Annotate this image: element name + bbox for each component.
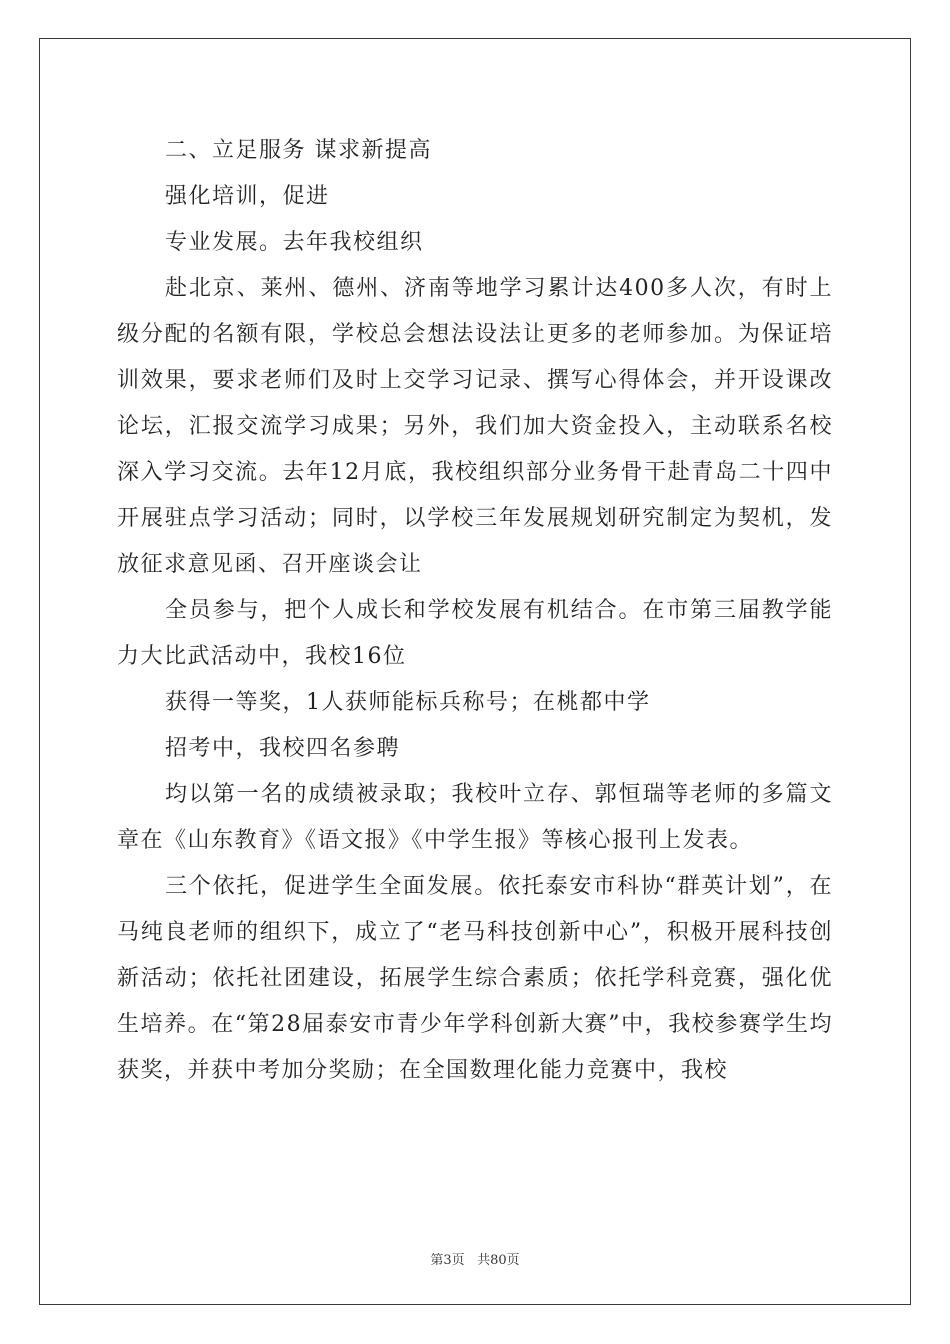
paragraph: 招考中，我校四名参聘 xyxy=(165,736,401,761)
paragraph: 强化培训，促进 xyxy=(165,184,330,209)
paragraph: 专业发展。去年我校组织 xyxy=(165,230,424,255)
section-heading: 二、立足服务 谋求新提高 xyxy=(165,138,432,163)
paragraph: 均以第一名的成绩被录取；我校叶立存、郭恒瑞等老师的多篇文章在《山东教育》《语文报》《中学生报》等核心报刊上发表。 xyxy=(117,782,833,853)
paragraph: 三个依托，促进学生全面发展。依托泰安市科协“群英计划”，在马纯良老师的组织下，成立了“老马科技创新中心”，积极开展科技创新活动；依托社团建设，拓展学生综合素质；依托学科竞赛，强化优生培养。在“第28届泰安市青少年学科创新大赛”中，我校参赛学生均获奖，并获中考加分奖励；在全国数理化能力竞赛中，我校 xyxy=(117,874,833,1083)
paragraph: 全员参与，把个人成长和学校发展有机结合。在市第三届教学能力大比武活动中，我校16位 xyxy=(117,598,833,669)
page-footer xyxy=(0,1249,950,1268)
document-body xyxy=(117,128,833,1094)
paragraph: 获得一等奖，1人获师能标兵称号；在桃都中学 xyxy=(165,690,651,715)
page-number: 第3页 xyxy=(430,1253,465,1268)
paragraph: 赴北京、莱州、德州、济南等地学习累计达400多人次，有时上级分配的名额有限，学校总会想法设法让更多的老师参加。为保证培训效果，要求老师们及时上交学习记录、撰写心得体会，并开设课改论坛，汇报交流学习成果；另外，我们加大资金投入，主动联系名校深入学习交流。去年12月底，我校组织部分业务骨干赴青岛二十四中开展驻点学习活动；同时，以学校三年发展规划研究制定为契机，发放征求意见函、召开座谈会让 xyxy=(117,276,833,577)
page-total: 共80页 xyxy=(477,1253,520,1268)
